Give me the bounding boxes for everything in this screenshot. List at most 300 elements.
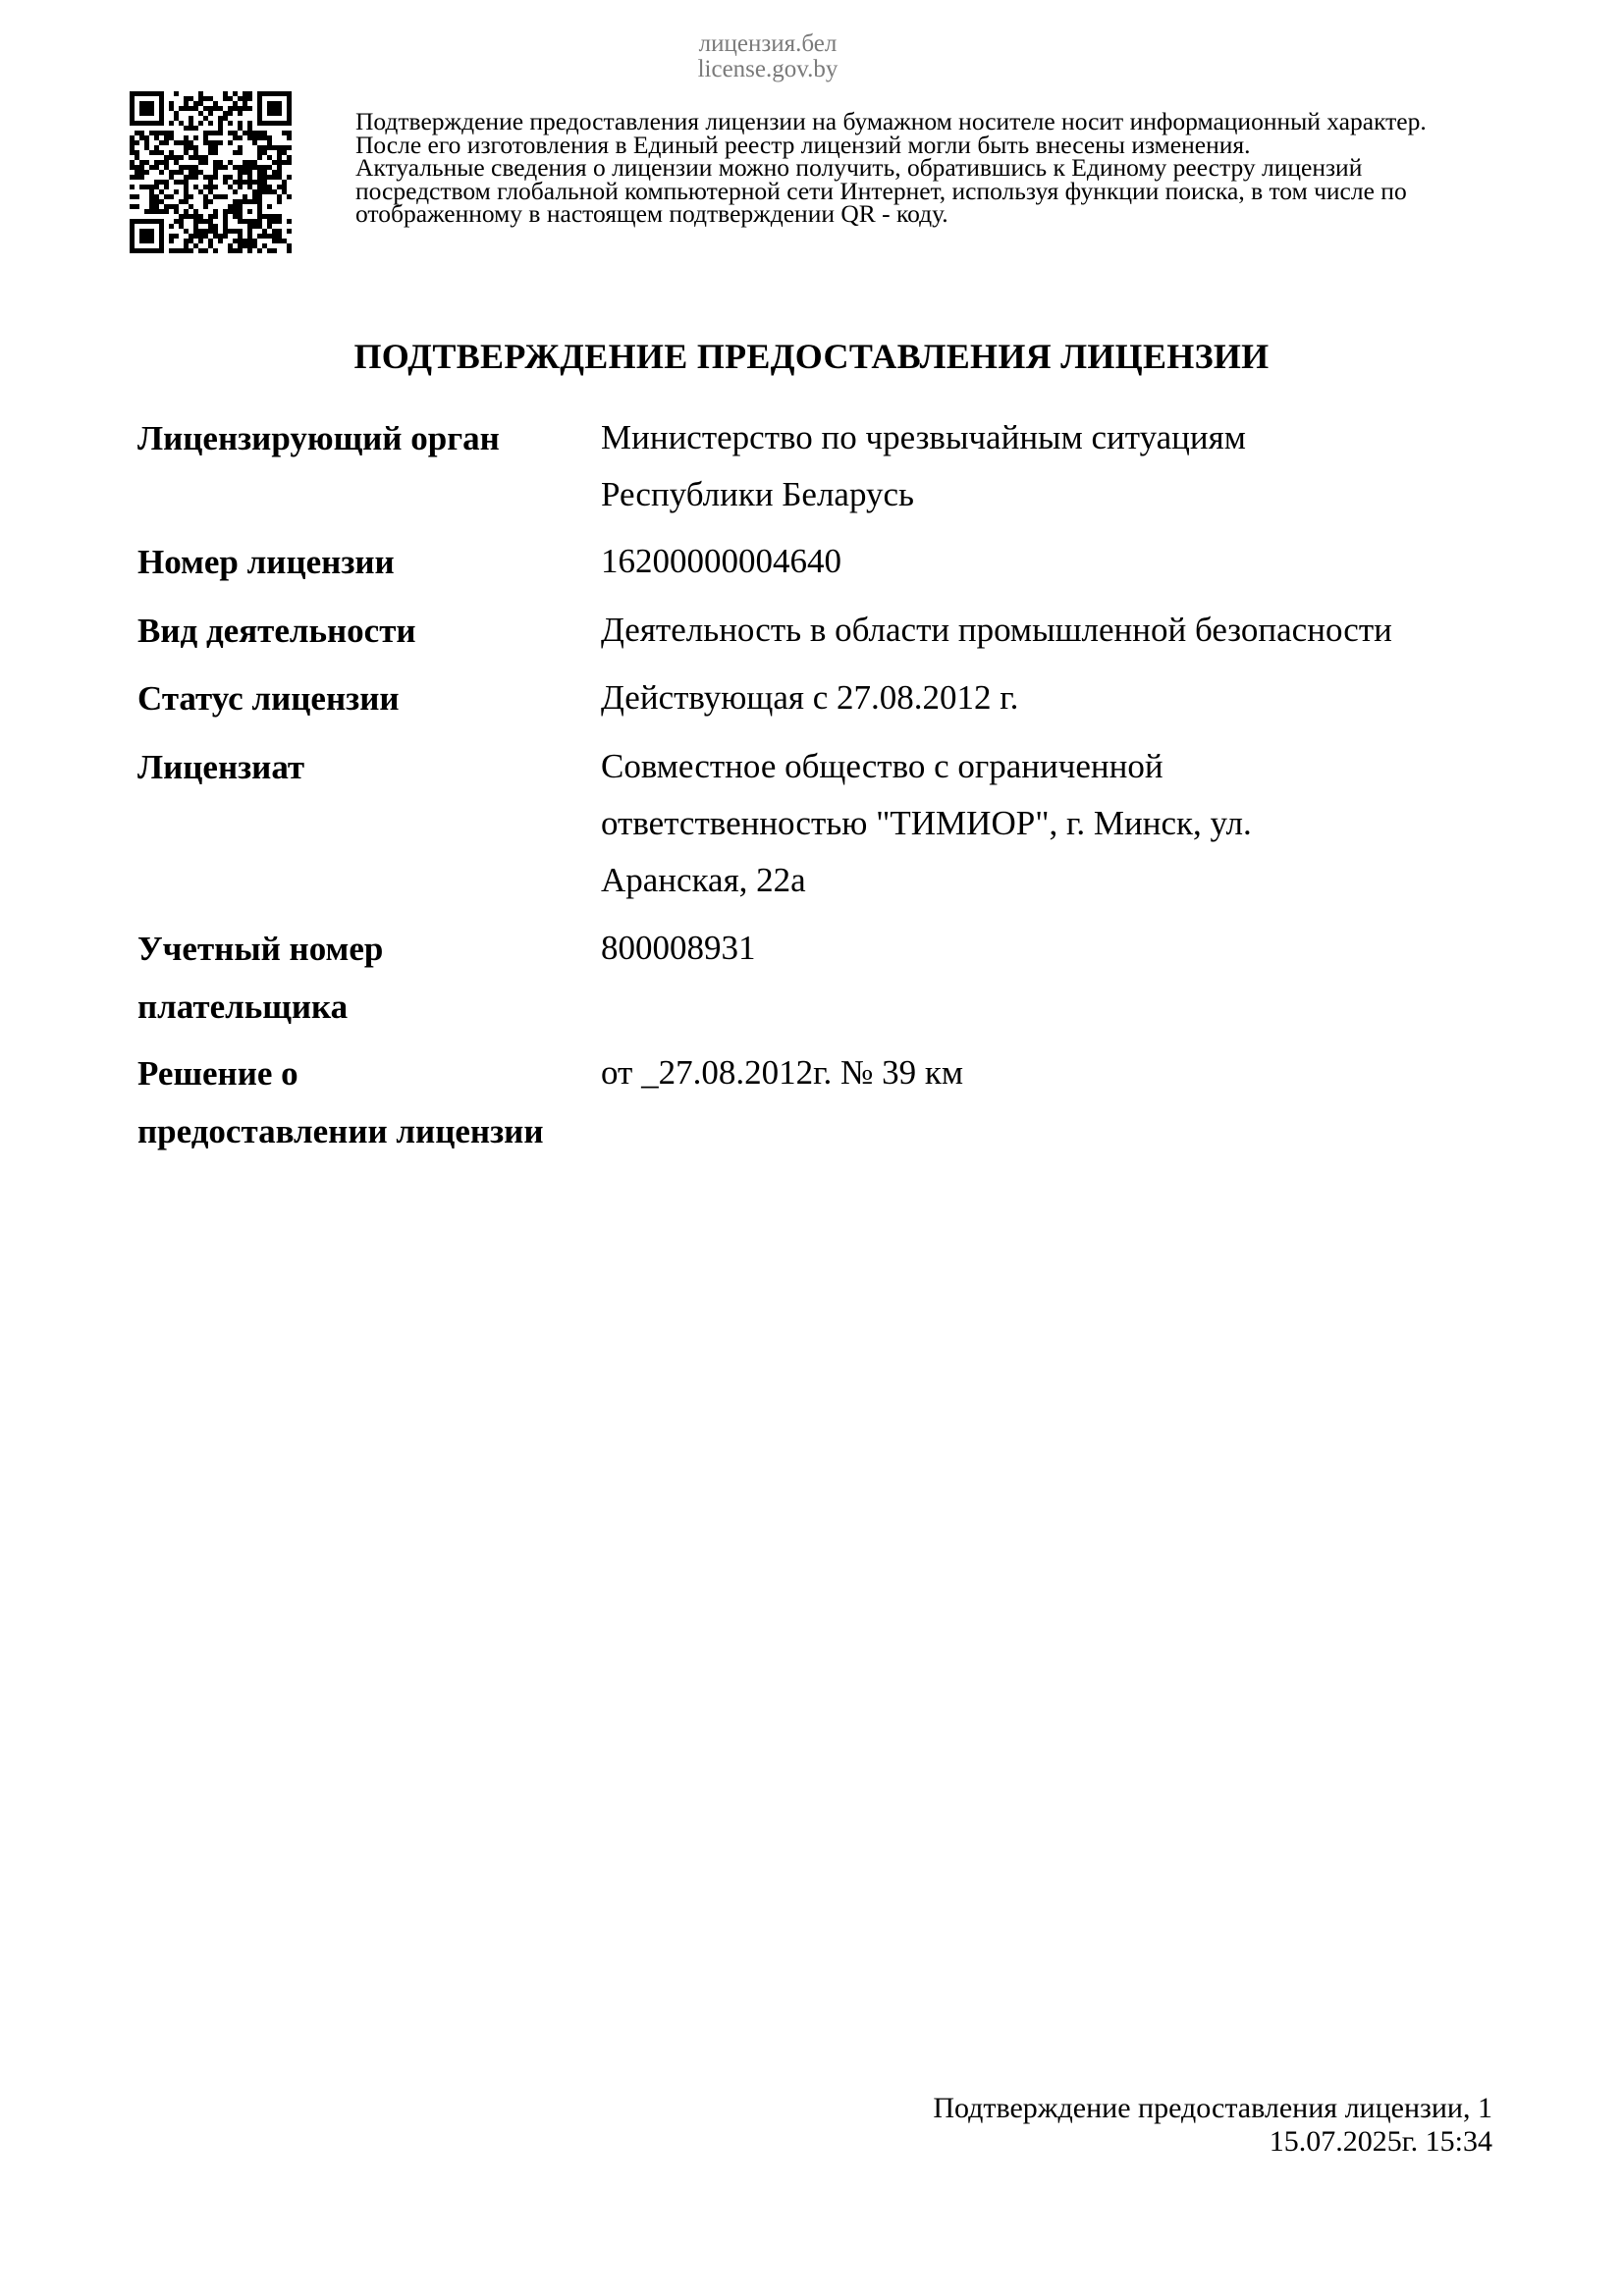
qr-module — [238, 214, 243, 219]
qr-module — [257, 219, 262, 224]
qr-module — [135, 175, 139, 180]
qr-module — [139, 170, 144, 175]
qr-module — [272, 101, 277, 106]
qr-module — [169, 101, 174, 106]
qr-module — [169, 239, 174, 243]
qr-module — [159, 121, 164, 126]
field-label — [137, 533, 599, 591]
qr-module — [169, 248, 174, 253]
qr-module — [208, 111, 213, 116]
qr-module — [144, 135, 149, 140]
qr-module — [257, 91, 262, 96]
qr-module — [135, 140, 139, 145]
qr-module — [277, 199, 282, 204]
qr-module — [272, 121, 277, 126]
qr-module — [164, 185, 169, 189]
qr-module — [193, 106, 198, 111]
qr-module — [282, 91, 287, 96]
qr-module — [213, 165, 218, 170]
qr-module — [130, 106, 135, 111]
qr-module — [149, 165, 154, 170]
qr-module — [139, 111, 144, 116]
qr-module — [198, 96, 203, 101]
qr-module — [233, 214, 238, 219]
qr-module — [238, 96, 243, 101]
qr-module — [267, 140, 272, 145]
qr-module — [164, 204, 169, 209]
qr-module — [149, 234, 154, 239]
qr-module — [208, 121, 213, 126]
qr-module — [257, 199, 262, 204]
qr-module — [174, 116, 179, 121]
qr-module — [189, 248, 193, 253]
qr-module — [277, 229, 282, 234]
qr-module — [130, 145, 135, 150]
qr-module — [174, 219, 179, 224]
qr-module — [223, 180, 228, 185]
qr-module — [189, 145, 193, 150]
qr-module — [184, 175, 189, 180]
qr-module — [223, 219, 228, 224]
qr-module — [247, 243, 252, 248]
qr-module — [149, 239, 154, 243]
qr-module — [272, 234, 277, 239]
qr-module — [228, 243, 233, 248]
qr-module — [159, 248, 164, 253]
qr-module — [287, 194, 292, 199]
qr-module — [174, 209, 179, 214]
qr-module — [262, 243, 267, 248]
qr-module — [159, 239, 164, 243]
qr-module — [193, 150, 198, 155]
qr-code — [130, 91, 292, 253]
qr-module — [179, 155, 184, 160]
qr-module — [164, 135, 169, 140]
qr-module — [282, 185, 287, 189]
field-label — [137, 409, 599, 467]
qr-module — [257, 185, 262, 189]
qr-module — [198, 248, 203, 253]
qr-module — [287, 131, 292, 135]
field-value — [601, 738, 1514, 909]
qr-module — [203, 219, 208, 224]
field-value-line: Министерство по чрезвычайным ситуациям — [601, 418, 1246, 456]
qr-module — [130, 175, 135, 180]
qr-module — [282, 131, 287, 135]
qr-module — [238, 229, 243, 234]
field-label-line: Лицензиат — [137, 748, 305, 786]
qr-module — [164, 160, 169, 165]
qr-module — [252, 239, 257, 243]
qr-module — [233, 165, 238, 170]
qr-module — [287, 106, 292, 111]
qr-module — [139, 229, 144, 234]
qr-module — [277, 91, 282, 96]
qr-module — [159, 131, 164, 135]
qr-module — [154, 194, 159, 199]
qr-module — [159, 101, 164, 106]
qr-module — [233, 209, 238, 214]
qr-module — [262, 165, 267, 170]
qr-module — [179, 248, 184, 253]
qr-module — [243, 243, 247, 248]
qr-module — [154, 165, 159, 170]
qr-module — [135, 150, 139, 155]
qr-module — [243, 91, 247, 96]
qr-module — [267, 155, 272, 160]
qr-module — [218, 131, 223, 135]
qr-module — [218, 234, 223, 239]
qr-module — [287, 160, 292, 165]
qr-module — [252, 135, 257, 140]
field-label-line: предоставлении лицензии — [137, 1112, 544, 1150]
qr-module — [189, 194, 193, 199]
qr-module — [193, 175, 198, 180]
qr-module — [267, 185, 272, 189]
qr-module — [238, 170, 243, 175]
qr-module — [135, 204, 139, 209]
qr-module — [218, 126, 223, 131]
qr-module — [257, 204, 262, 209]
qr-module — [144, 160, 149, 165]
qr-module — [267, 175, 272, 180]
qr-module — [282, 121, 287, 126]
qr-module — [130, 121, 135, 126]
qr-module — [144, 248, 149, 253]
qr-module — [135, 194, 139, 199]
qr-module — [159, 243, 164, 248]
qr-module — [130, 204, 135, 209]
qr-module — [238, 111, 243, 116]
qr-module — [252, 189, 257, 194]
qr-module — [208, 150, 213, 155]
qr-module — [238, 199, 243, 204]
qr-module — [252, 219, 257, 224]
qr-module — [262, 234, 267, 239]
qr-module — [198, 234, 203, 239]
page-footer — [933, 2092, 1492, 2159]
qr-module — [223, 175, 228, 180]
qr-module — [223, 224, 228, 229]
qr-module — [252, 165, 257, 170]
qr-module — [213, 214, 218, 219]
qr-module — [238, 209, 243, 214]
qr-module — [267, 91, 272, 96]
qr-module — [262, 131, 267, 135]
qr-module — [277, 111, 282, 116]
qr-module — [174, 155, 179, 160]
qr-module — [208, 219, 213, 224]
qr-module — [164, 131, 169, 135]
qr-module — [213, 229, 218, 234]
qr-module — [144, 140, 149, 145]
qr-module — [149, 131, 154, 135]
field-value — [601, 669, 1514, 726]
qr-module — [130, 224, 135, 229]
qr-module — [262, 185, 267, 189]
qr-module — [267, 111, 272, 116]
qr-module — [282, 160, 287, 165]
qr-module — [233, 199, 238, 204]
qr-module — [154, 150, 159, 155]
qr-module — [139, 160, 144, 165]
qr-module — [203, 96, 208, 101]
qr-module — [198, 219, 203, 224]
qr-module — [154, 135, 159, 140]
qr-module — [198, 229, 203, 234]
qr-module — [208, 180, 213, 185]
qr-module — [139, 101, 144, 106]
qr-module — [252, 199, 257, 204]
qr-module — [243, 96, 247, 101]
qr-module — [228, 121, 233, 126]
qr-module — [144, 106, 149, 111]
qr-module — [243, 219, 247, 224]
qr-module — [272, 111, 277, 116]
qr-module — [164, 165, 169, 170]
qr-module — [149, 91, 154, 96]
qr-module — [184, 150, 189, 155]
qr-module — [144, 91, 149, 96]
qr-module — [252, 243, 257, 248]
field-label-line: Лицензирующий орган — [137, 419, 500, 457]
qr-module — [213, 194, 218, 199]
qr-module — [243, 101, 247, 106]
qr-module — [218, 121, 223, 126]
qr-module — [189, 175, 193, 180]
qr-module — [130, 185, 135, 189]
qr-module — [272, 170, 277, 175]
qr-module — [238, 106, 243, 111]
qr-module — [238, 248, 243, 253]
qr-module — [252, 194, 257, 199]
qr-module — [213, 160, 218, 165]
qr-module — [179, 165, 184, 170]
qr-module — [169, 131, 174, 135]
qr-module — [149, 150, 154, 155]
qr-module — [213, 234, 218, 239]
field-value-line: ответственностью "ТИМИОР", г. Минск, ул. — [601, 804, 1252, 842]
qr-module — [287, 175, 292, 180]
qr-module — [130, 160, 135, 165]
qr-module — [130, 165, 135, 170]
qr-module — [198, 160, 203, 165]
qr-module — [198, 91, 203, 96]
qr-module — [233, 239, 238, 243]
qr-module — [252, 224, 257, 229]
footer-datetime: 15.07.2025г. 15:34 — [1269, 2125, 1492, 2158]
qr-module — [252, 140, 257, 145]
qr-module — [277, 239, 282, 243]
qr-module — [257, 248, 262, 253]
qr-module — [139, 131, 144, 135]
qr-module — [208, 189, 213, 194]
qr-module — [144, 219, 149, 224]
qr-module — [233, 180, 238, 185]
disclaimer-line: отображенному в настоящем подтверждении QR - коду. — [355, 199, 948, 228]
qr-module — [247, 229, 252, 234]
qr-module — [193, 209, 198, 214]
qr-module — [164, 140, 169, 145]
qr-module — [154, 91, 159, 96]
qr-module — [262, 189, 267, 194]
qr-module — [238, 175, 243, 180]
qr-module — [272, 91, 277, 96]
qr-module — [247, 165, 252, 170]
qr-module — [223, 165, 228, 170]
qr-module — [267, 101, 272, 106]
qr-module — [272, 106, 277, 111]
qr-module — [130, 135, 135, 140]
qr-module — [184, 248, 189, 253]
qr-module — [257, 96, 262, 101]
qr-module — [184, 101, 189, 106]
qr-module — [154, 131, 159, 135]
field-value — [601, 1044, 1514, 1101]
qr-module — [257, 101, 262, 106]
field-value — [601, 409, 1514, 523]
qr-module — [213, 170, 218, 175]
qr-module — [228, 248, 233, 253]
qr-module — [238, 219, 243, 224]
qr-module — [159, 229, 164, 234]
qr-module — [154, 204, 159, 209]
qr-module — [159, 219, 164, 224]
qr-modules — [130, 91, 292, 253]
qr-module — [238, 165, 243, 170]
qr-module — [189, 155, 193, 160]
qr-module — [203, 116, 208, 121]
qr-module — [130, 150, 135, 155]
qr-module — [228, 140, 233, 145]
qr-module — [154, 160, 159, 165]
qr-module — [277, 101, 282, 106]
qr-module — [238, 150, 243, 155]
qr-module — [208, 185, 213, 189]
qr-module — [174, 140, 179, 145]
disclaimer-line: посредством глобальной компьютерной сети Интернет, используя функции поиска, в том числе по — [355, 176, 1407, 205]
qr-module — [208, 96, 213, 101]
qr-module — [184, 194, 189, 199]
qr-module — [272, 145, 277, 150]
qr-module — [130, 101, 135, 106]
qr-module — [277, 165, 282, 170]
qr-module — [277, 185, 282, 189]
qr-module — [169, 175, 174, 180]
qr-module — [257, 234, 262, 239]
qr-module — [149, 106, 154, 111]
qr-module — [247, 234, 252, 239]
qr-module — [287, 91, 292, 96]
qr-module — [218, 140, 223, 145]
qr-module — [287, 219, 292, 224]
qr-module — [130, 219, 135, 224]
qr-module — [208, 214, 213, 219]
qr-module — [149, 194, 154, 199]
qr-module — [272, 229, 277, 234]
qr-module — [169, 170, 174, 175]
qr-module — [203, 131, 208, 135]
qr-module — [174, 248, 179, 253]
qr-module — [144, 121, 149, 126]
qr-module — [233, 229, 238, 234]
qr-module — [189, 214, 193, 219]
qr-module — [287, 116, 292, 121]
qr-module — [130, 91, 135, 96]
qr-module — [247, 160, 252, 165]
qr-module — [267, 165, 272, 170]
qr-module — [159, 111, 164, 116]
qr-module — [174, 160, 179, 165]
qr-module — [213, 185, 218, 189]
qr-module — [139, 121, 144, 126]
qr-module — [193, 135, 198, 140]
qr-module — [228, 131, 233, 135]
qr-module — [228, 175, 233, 180]
qr-module — [243, 131, 247, 135]
qr-module — [174, 180, 179, 185]
field-value-line: Действующая с 27.08.2012 г. — [601, 678, 1019, 717]
qr-module — [238, 121, 243, 126]
qr-module — [193, 165, 198, 170]
qr-module — [233, 189, 238, 194]
qr-module — [193, 101, 198, 106]
qr-module — [208, 106, 213, 111]
qr-module — [184, 140, 189, 145]
qr-module — [208, 239, 213, 243]
qr-module — [184, 189, 189, 194]
qr-module — [179, 214, 184, 219]
qr-module — [257, 170, 262, 175]
qr-module — [203, 106, 208, 111]
qr-module — [203, 160, 208, 165]
qr-module — [135, 219, 139, 224]
qr-module — [154, 248, 159, 253]
qr-module — [257, 106, 262, 111]
qr-module — [139, 135, 144, 140]
qr-module — [174, 234, 179, 239]
qr-module — [252, 131, 257, 135]
qr-module — [193, 229, 198, 234]
qr-module — [203, 185, 208, 189]
field-label — [137, 669, 599, 727]
qr-module — [135, 155, 139, 160]
qr-module — [149, 219, 154, 224]
qr-module — [179, 170, 184, 175]
qr-module — [174, 91, 179, 96]
qr-module — [238, 135, 243, 140]
qr-module — [130, 248, 135, 253]
qr-module — [277, 160, 282, 165]
qr-module — [267, 234, 272, 239]
qr-module — [193, 214, 198, 219]
qr-module — [272, 239, 277, 243]
qr-module — [262, 121, 267, 126]
site-address-domain: license.gov.by — [697, 56, 839, 82]
qr-module — [277, 214, 282, 219]
qr-module — [277, 234, 282, 239]
qr-module — [189, 116, 193, 121]
qr-module — [247, 239, 252, 243]
qr-module — [144, 185, 149, 189]
qr-module — [257, 175, 262, 180]
qr-module — [287, 248, 292, 253]
qr-module — [208, 229, 213, 234]
qr-module — [159, 160, 164, 165]
qr-module — [184, 214, 189, 219]
qr-module — [189, 140, 193, 145]
qr-module — [198, 189, 203, 194]
